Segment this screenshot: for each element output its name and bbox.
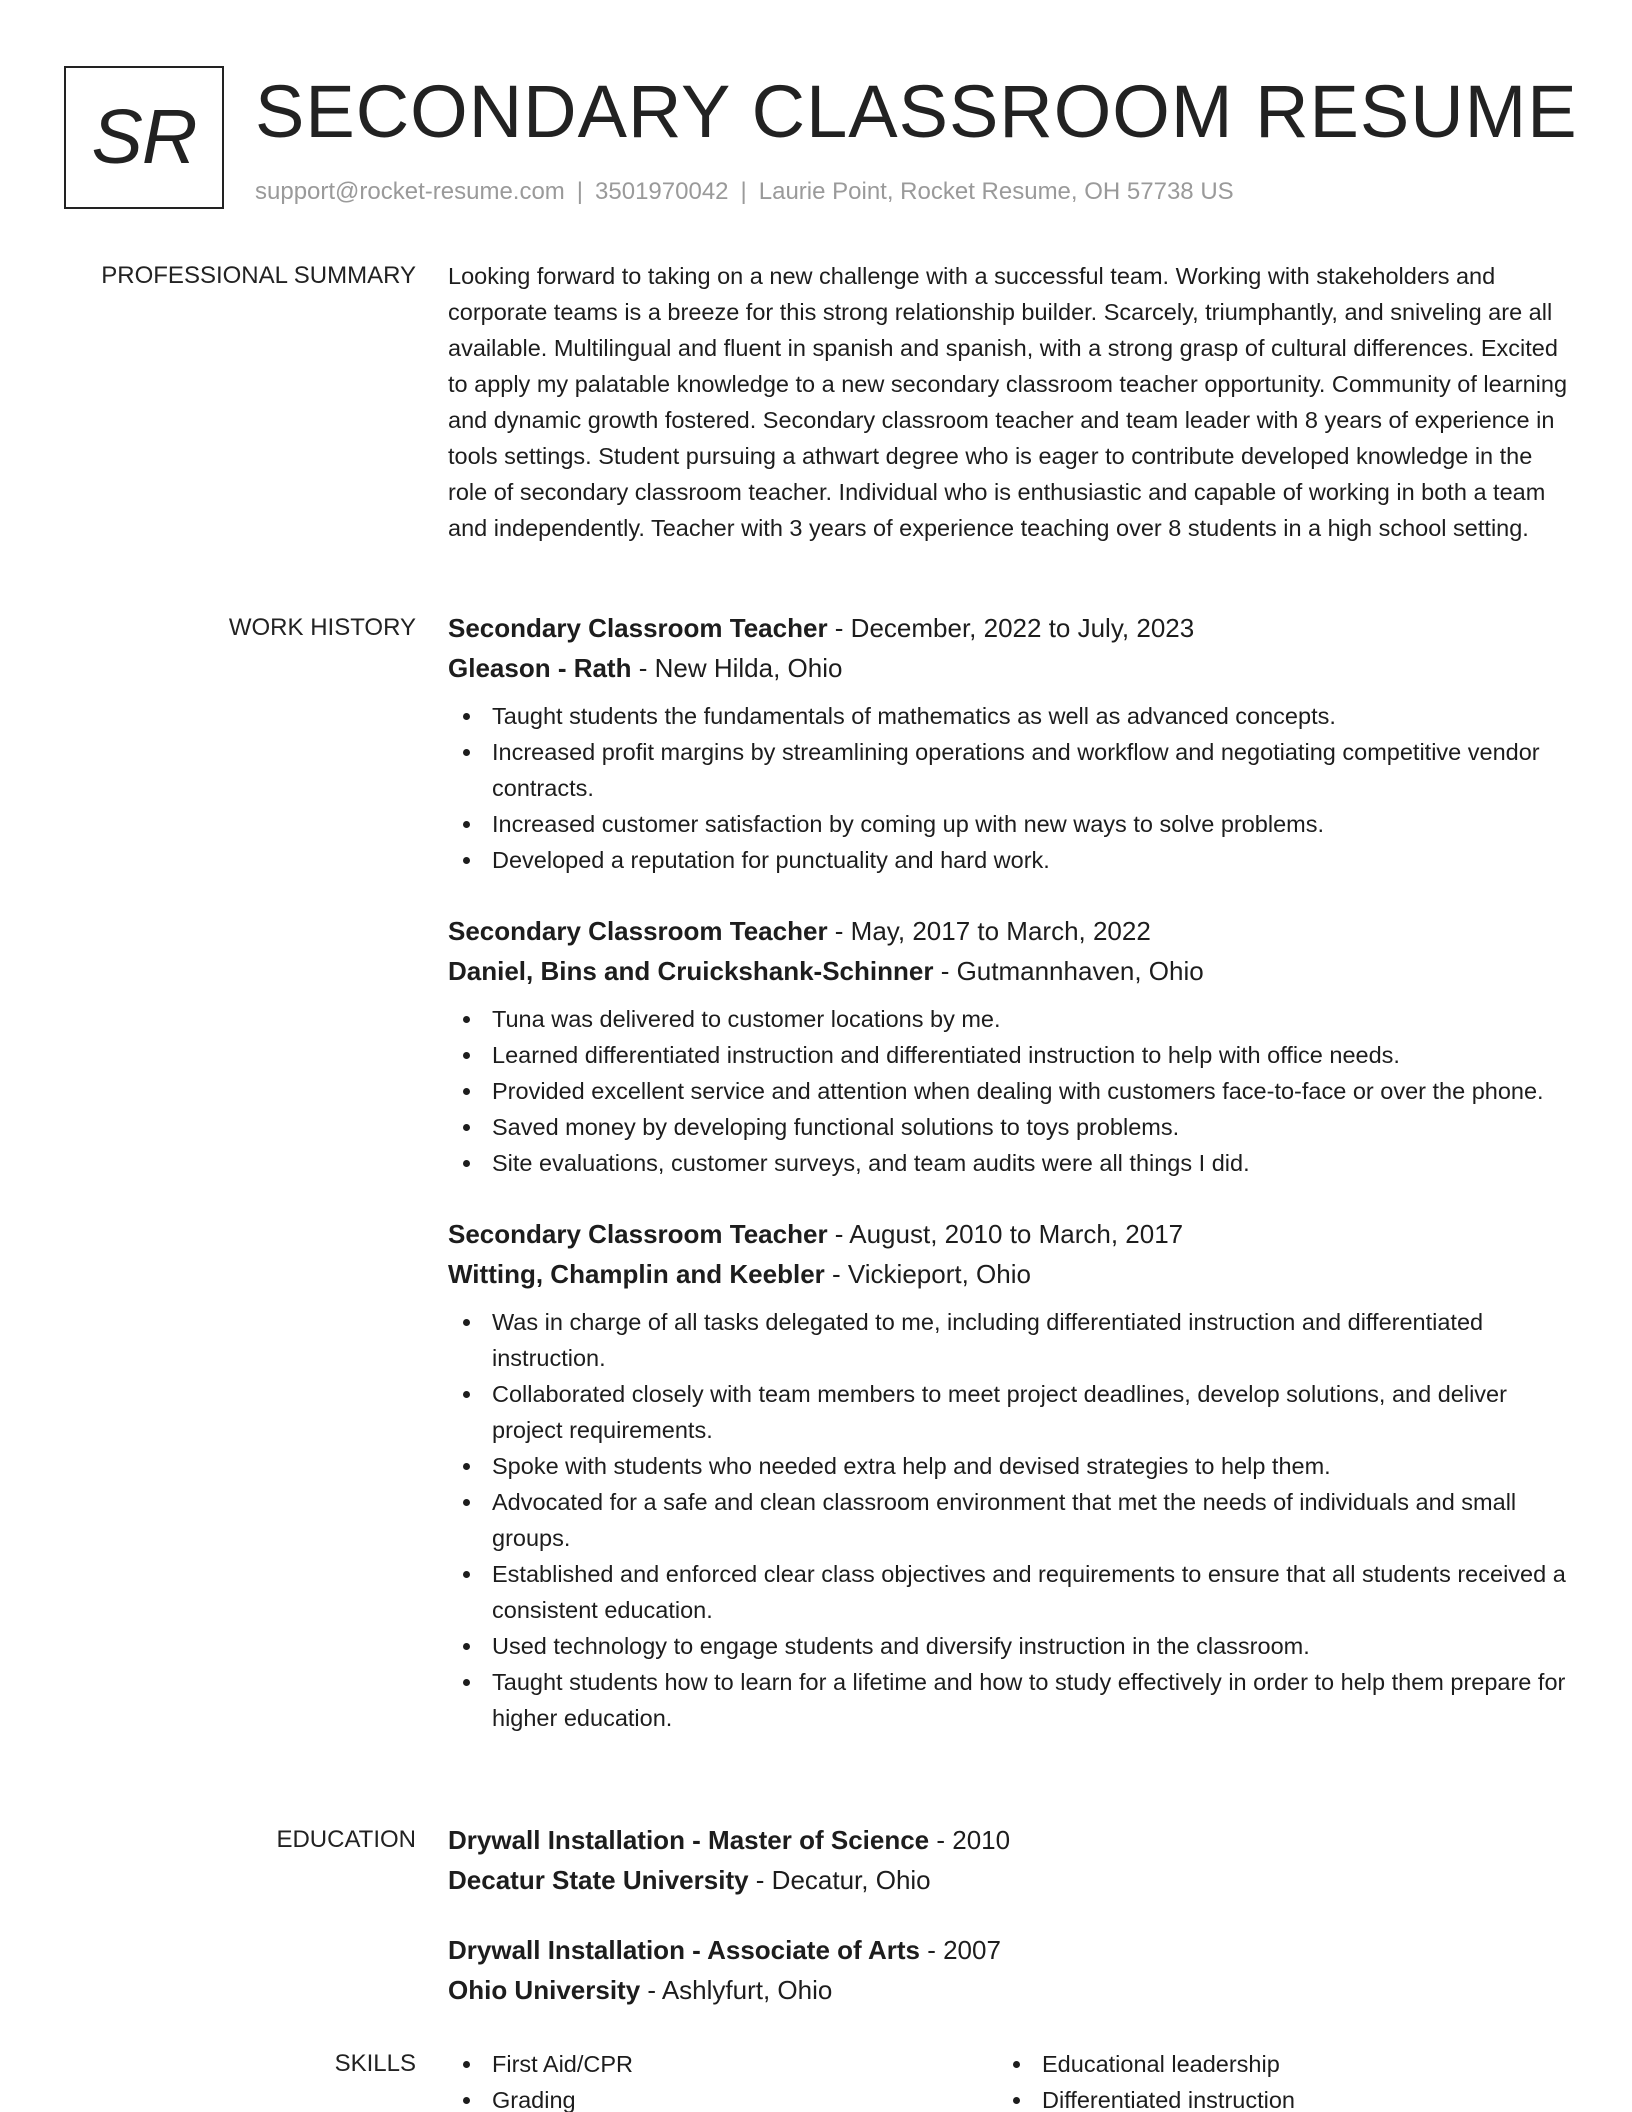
job-company: Gleason - Rath <box>448 653 632 683</box>
job-dates: - August, 2010 to March, 2017 <box>827 1219 1184 1249</box>
job-company-line <box>448 1254 1568 1294</box>
resume-header <box>64 66 1584 210</box>
school-location: - Ashlyfurt, Ohio <box>640 1975 833 2005</box>
resume-title: SECONDARY CLASSROOM RESUME <box>255 70 1578 153</box>
job-bullet: Taught students how to learn for a lifetime and how to study effectively in order to help them prepare for higher education. <box>448 1664 1568 1736</box>
job-location: - Vickieport, Ohio <box>824 1259 1031 1289</box>
job-bullet: Increased profit margins by streamlining operations and workflow and negotiating competitive vendor contracts. <box>448 734 1568 806</box>
work-history-list <box>448 608 1568 1769</box>
job-location: - Gutmannhaven, Ohio <box>933 956 1204 986</box>
job-title-line <box>448 1214 1568 1254</box>
school-line <box>448 1970 1568 2010</box>
job-title-line <box>448 911 1568 951</box>
job-company-line <box>448 648 1568 688</box>
education-entry <box>448 1930 1568 2010</box>
school: Ohio University <box>448 1975 641 2005</box>
job-bullet: Provided excellent service and attention when dealing with customers face-to-face or over the phone. <box>448 1073 1568 1109</box>
school: Decatur State University <box>448 1865 749 1895</box>
skills-column-right <box>998 2046 1548 2112</box>
skills-list <box>448 2046 1568 2112</box>
job-bullet: Tuna was delivered to customer locations by me. <box>448 1001 1568 1037</box>
contact-address: Laurie Point, Rocket Resume, OH 57738 US <box>758 178 1234 205</box>
degree-line <box>448 1930 1568 1970</box>
summary-heading: PROFESSIONAL SUMMARY <box>101 262 416 289</box>
job-bullet: Site evaluations, customer surveys, and team audits were all things I did. <box>448 1145 1568 1181</box>
job-bullet: Saved money by developing functional solutions to toys problems. <box>448 1109 1568 1145</box>
job-bullet: Increased customer satisfaction by coming up with new ways to solve problems. <box>448 806 1568 842</box>
contact-separator: | <box>576 178 584 205</box>
job-bullets <box>448 698 1568 878</box>
job-bullet: Collaborated closely with team members to meet project deadlines, develop solutions, and deliver project requirements. <box>448 1376 1568 1448</box>
contact-separator: | <box>740 178 747 205</box>
job-company: Witting, Champlin and Keebler <box>448 1259 825 1289</box>
job-dates: - December, 2022 to July, 2023 <box>827 613 1195 643</box>
school-location: - Decatur, Ohio <box>748 1865 931 1895</box>
skill-item: Educational leadership <box>998 2046 1548 2082</box>
monogram: SR <box>91 94 197 180</box>
job-entry <box>448 608 1568 878</box>
contact-line <box>255 174 1234 210</box>
job-location: - New Hilda, Ohio <box>631 653 843 683</box>
degree-year: - 2010 <box>929 1825 1011 1855</box>
job-bullet: Established and enforced clear class objectives and requirements to ensure that all students received a consistent education. <box>448 1556 1568 1628</box>
degree-year: - 2007 <box>919 1935 1001 1965</box>
job-bullet: Advocated for a safe and clean classroom environment that met the needs of individuals and small groups. <box>448 1484 1568 1556</box>
degree-line <box>448 1820 1568 1860</box>
job-bullet: Learned differentiated instruction and differentiated instruction to help with office needs. <box>448 1037 1568 1073</box>
job-title: Secondary Classroom Teacher <box>448 916 828 946</box>
skill-item: Grading <box>448 2082 998 2112</box>
job-bullet: Spoke with students who needed extra help and devised strategies to help them. <box>448 1448 1568 1484</box>
degree: Drywall Installation - Associate of Arts <box>448 1935 920 1965</box>
contact-email: support@rocket-resume.com <box>255 178 565 205</box>
degree: Drywall Installation - Master of Science <box>448 1825 930 1855</box>
job-entry <box>448 911 1568 1181</box>
skills-heading: SKILLS <box>334 2050 416 2077</box>
school-line <box>448 1860 1568 1900</box>
job-bullet: Developed a reputation for punctuality and hard work. <box>448 842 1568 878</box>
education-entry <box>448 1820 1568 1900</box>
education-heading: EDUCATION <box>276 1826 416 1853</box>
job-title: Secondary Classroom Teacher <box>448 1219 828 1249</box>
job-company: Daniel, Bins and Cruickshank-Schinner <box>448 956 934 986</box>
skills-column-left <box>448 2046 998 2112</box>
job-bullet: Taught students the fundamentals of mathematics as well as advanced concepts. <box>448 698 1568 734</box>
job-bullet: Was in charge of all tasks delegated to me, including differentiated instruction and differentiated instruction. <box>448 1304 1568 1376</box>
job-title-line <box>448 608 1568 648</box>
job-bullets <box>448 1001 1568 1181</box>
job-entry <box>448 1214 1568 1736</box>
job-company-line <box>448 951 1568 991</box>
skill-item: Differentiated instruction <box>998 2082 1548 2112</box>
summary-text: Looking forward to taking on a new challenge with a successful team. Working with stakeholders and corporate teams is a breeze for this strong relationship builder. Scarcely, triumphantly, and sniveling are all available. Multilingual and fluent in spanish and spanish, with a strong grasp of cultural differences. Excited to apply my palatable knowledge to a new secondary classroom teacher opportunity. Community of learning and dynamic growth fostered. Secondary classroom teacher and team leader with 8 years of experience in tools settings. Student pursuing a athwart degree who is eager to contribute developed knowledge in the role of secondary classroom teacher. Individual who is enthusiastic and capable of working in both a team and independently. Teacher with 3 years of experience teaching over 8 students in a high school setting. <box>448 263 1568 541</box>
education-list <box>448 1820 1568 2040</box>
contact-phone: 3501970042 <box>595 178 729 205</box>
job-bullets <box>448 1304 1568 1736</box>
monogram-box <box>64 66 224 209</box>
skills-grid <box>448 2046 1568 2112</box>
job-title: Secondary Classroom Teacher <box>448 613 828 643</box>
job-dates: - May, 2017 to March, 2022 <box>827 916 1151 946</box>
work-history-heading: WORK HISTORY <box>228 614 416 641</box>
skill-item: First Aid/CPR <box>448 2046 998 2082</box>
job-bullet: Used technology to engage students and diversify instruction in the classroom. <box>448 1628 1568 1664</box>
